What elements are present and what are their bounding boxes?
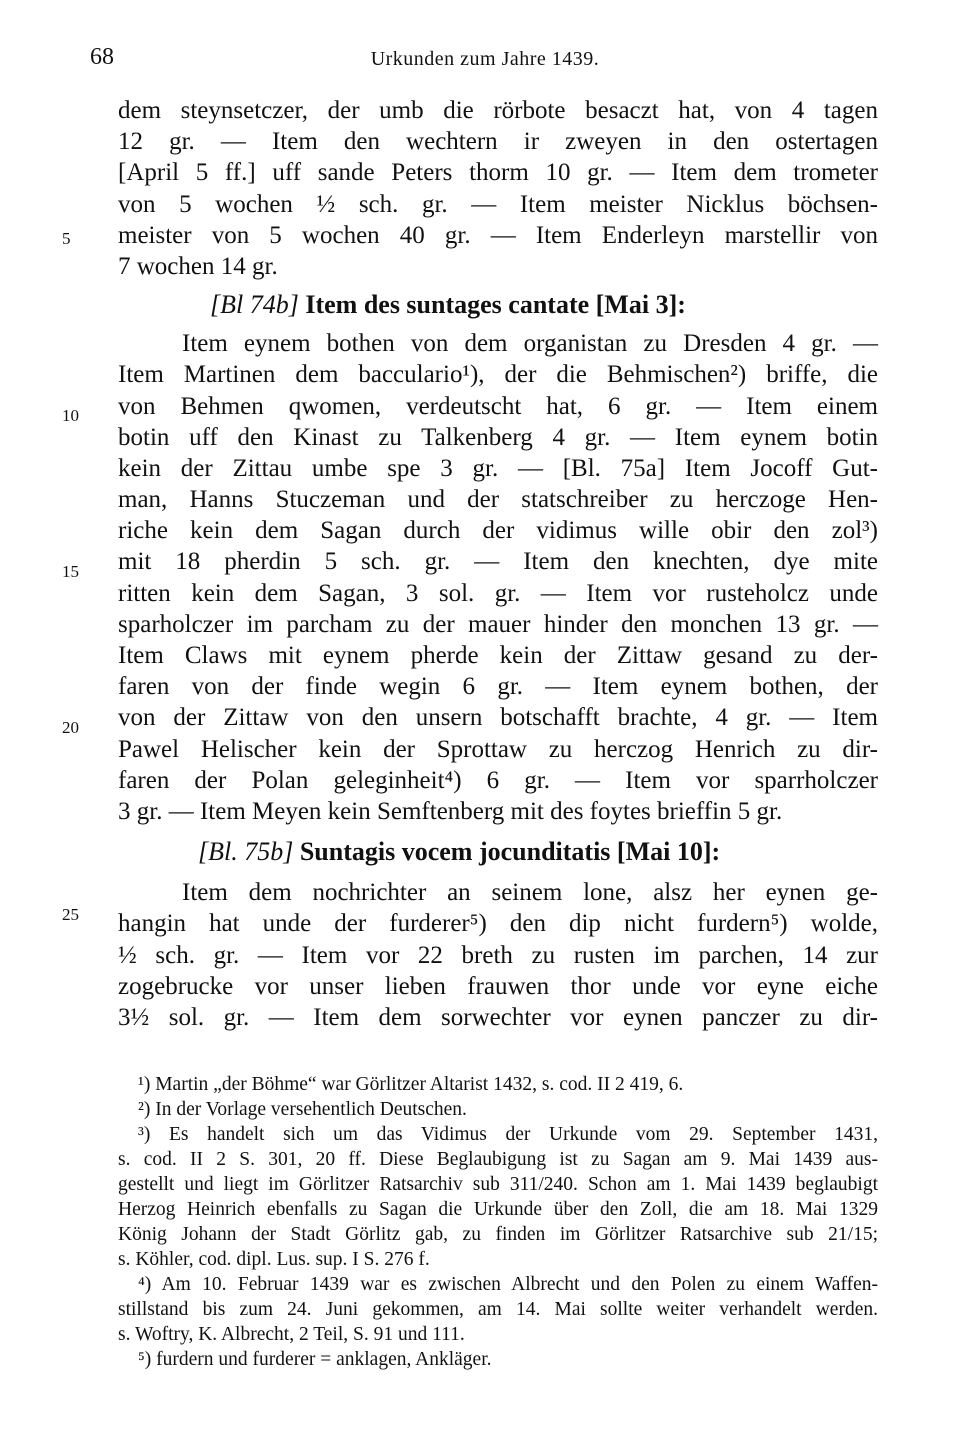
footnote: ¹) Martin „der Böhme“ war Görlitzer Altarist 1432, s. cod. II 2 419, 6. [138, 1074, 684, 1095]
text-line: ritten kein dem Sagan, 3 sol. gr. — Item vor rusteholcz unde [118, 579, 878, 607]
footnote-line: König Johann der Stadt Görlitz gab, zu finden im Görlitzer Ratsarchive sub 21/15; [118, 1224, 878, 1245]
footnote-line: s. Köhler, cod. dipl. Lus. sup. I S. 276 f. [118, 1249, 430, 1270]
text-line: Item Claws mit eynem pherde kein der Zittaw gesand zu der- [118, 642, 878, 669]
section-heading [118, 827, 878, 877]
text-line: dem steynsetczer, der umb die rörbote besaczt hat, von 4 tagen [118, 97, 878, 124]
main-text [118, 95, 878, 1033]
footnote-line: s. cod. II 2 S. 301, 20 ff. Diese Beglaubigung ist zu Sagan am 9. Mai 1439 aus- [118, 1149, 878, 1170]
text-line: hangin hat unde der furderer⁵) den dip nicht furdern⁵) wolde, [118, 910, 878, 938]
footnote: ²) In der Vorlage versehentlich Deutschen. [138, 1099, 467, 1120]
footnote-line: s. Woftry, K. Albrecht, 2 Teil, S. 91 und 111. [118, 1324, 465, 1345]
line-number: 15 [62, 562, 79, 581]
section-heading [118, 282, 878, 328]
text-line: meister von 5 wochen 40 gr. — Item Enderleyn marstellir von [118, 221, 878, 249]
running-head: Urkunden zum Jahre 1439. [370, 48, 600, 70]
footnote: ⁴) Am 10. Februar 1439 war es zwischen Albrecht und den Polen zu einem Waffen- [138, 1274, 878, 1295]
text-line: von 5 wochen ½ sch. gr. — Item meister Nicklus böchsen- [118, 190, 878, 218]
footnote-line: stillstand bis zum 24. Juni gekommen, am 14. Mai sollte weiter verhandelt werden. [118, 1299, 878, 1320]
line-number: 20 [62, 718, 79, 737]
footnote: ⁵) furdern und furderer = anklagen, Ankläger. [138, 1349, 492, 1370]
text-line: mit 18 pherdin 5 sch. gr. — Item den knechten, dye mite [118, 548, 878, 576]
text-line: Item dem nochrichter an seinem lone, alsz her eynen ge- [182, 879, 878, 907]
text-line: 3 gr. — Item Meyen kein Semftenberg mit des foytes brieffin 5 gr. [118, 797, 783, 825]
page-header [90, 44, 880, 84]
folio-reference: [Bl. 75b] [198, 837, 294, 867]
section-title: Item des suntages cantate [Mai 3]: [305, 290, 686, 320]
text-line: faren der Polan geleginheit⁴) 6 gr. — Item vor sparrholczer [118, 766, 878, 794]
text-line: 12 gr. — Item den wechtern ir zweyen in den ostertagen [118, 128, 878, 156]
text-line: zogebrucke vor unser lieben frauwen thor unde vor eyne eiche [118, 972, 878, 1000]
text-line: Item eynem bothen von dem organistan zu Dresden 4 gr. — [182, 330, 878, 358]
text-line: von der Zittaw von den unsern botschafft brachte, 4 gr. — Item [118, 704, 878, 732]
footnote: ³) Es handelt sich um das Vidimus der Urkunde vom 29. September 1431, [138, 1124, 878, 1145]
text-line: kein der Zittau umbe spe 3 gr. — [Bl. 75a] Item Jocoff Gut- [118, 454, 878, 482]
footnote-line: Herzog Heinrich ebenfalls zu Sagan die Urkunde über den Zoll, die am 18. Mai 1329 [118, 1199, 878, 1220]
text-line: man, Hanns Stuczeman und der statschreiber zu herczoge Hen- [118, 486, 878, 514]
folio-reference: [Bl 74b] [210, 290, 299, 320]
text-line: [April 5 ff.] uff sande Peters thorm 10 gr. — Item dem trometer [118, 159, 878, 187]
text-line: ½ sch. gr. — Item vor 22 breth zu rusten im parchen, 14 zur [118, 941, 878, 969]
page-number: 68 [90, 44, 114, 70]
footnotes [118, 1072, 878, 1372]
line-number: 5 [62, 229, 71, 248]
text-line: von Behmen qwomen, verdeutscht hat, 6 gr. — Item einem [118, 392, 878, 420]
text-line: sparholczer im parcham zu der mauer hinder den monchen 13 gr. — [118, 610, 878, 638]
text-line: 7 wochen 14 gr. [118, 252, 278, 280]
text-line: Item Martinen dem bacculario¹), der die Behmischen²) briffe, die [118, 361, 878, 389]
text-line: Pawel Helischer kein der Sprottaw zu herczog Henrich zu dir- [118, 735, 878, 763]
text-line: faren von der finde wegin 6 gr. — Item eynem bothen, der [118, 673, 878, 701]
line-number: 10 [62, 406, 79, 425]
text-line: botin uff den Kinast zu Talkenberg 4 gr. — Item eynem botin [118, 423, 878, 451]
text-line: 3½ sol. gr. — Item dem sorwechter vor eynen panczer zu dir- [118, 1003, 878, 1031]
section-title: Suntagis vocem jocunditatis [Mai 10]: [299, 837, 721, 867]
text-line: riche kein dem Sagan durch der vidimus wille obir den zol³) [118, 517, 878, 545]
footnote-line: gestellt und liegt im Görlitzer Ratsarchiv sub 311/240. Schon am 1. Mai 1439 beglaubigt [118, 1174, 878, 1195]
line-number: 25 [62, 905, 79, 924]
